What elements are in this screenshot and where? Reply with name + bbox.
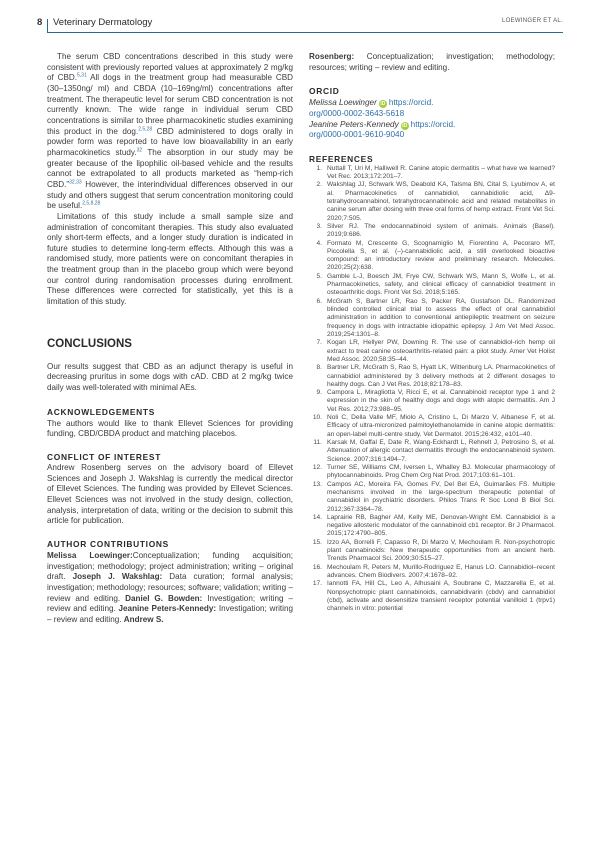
reference-number: 17. <box>312 580 322 588</box>
reference-text: Campos AC, Moreira FA, Gomes FV, Del Bel EA, Guimarães FS. Multiple mechanisms involved in the large-spectrum therapeutic potential of cannabidiol in psychiatric disorders. Philos Trans R Soc Lond B Biol Sci. 2012;367:3364–78. <box>327 480 555 513</box>
reference-text: Nuttall T, Uri M, Halliwell R. Canine atopic dermatitis – what have we learned? Vet Rec. 2013;172:201–7. <box>327 164 555 180</box>
reference-text: Laprairie RB, Bagher AM, Kelly ME, Denovan-Wright EM. Cannabidiol is a negative allosteric modulator of the cannabinoid cb1 receptor. Br J Pharmacol. 2015;172:4790–805. <box>327 513 555 538</box>
reference-text: Gamble L-J, Boesch JM, Frye CW, Schwark WS, Mann S, Wolfe L, et al. Pharmacokinetics, safety, and clinical efficacy of cannabidiol treatment in osteoarthritic dogs. Front Vet Sci. 2018;5:165. <box>327 272 555 297</box>
citation-link[interactable]: 5,31 <box>77 72 87 79</box>
reference-number: 2. <box>316 181 322 189</box>
reference-number: 10. <box>312 414 322 422</box>
reference-item <box>309 165 555 182</box>
author-name: Melissa Loewinger: <box>47 550 133 560</box>
reference-item <box>309 514 555 539</box>
reference-number: 5. <box>316 272 322 280</box>
orcid-heading: ORCID <box>309 86 340 97</box>
references-list <box>309 165 555 614</box>
reference-number: 7. <box>316 339 322 347</box>
reference-text: Campora L, Miragliotta V, Ricci E, et al. Cannabinoid receptor type 1 and 2 expression in the skin of healthy dogs and dogs with atopic dermatitis. Am J Vet Res. 2012;73:988–95. <box>327 389 555 413</box>
reference-item <box>309 580 555 613</box>
discussion-paragraph-serum <box>47 52 293 212</box>
reference-number: 6. <box>316 297 322 305</box>
author-contributions-continued <box>309 52 555 73</box>
orcid-icon[interactable]: iD <box>380 101 386 108</box>
orcid-icon[interactable]: iD <box>402 122 408 129</box>
text-span: The absorption in our study may be greater because of the lipophilic oil-based vehicle and the results cannot be extrapolated to all products marketed as “hemp-rich CBD.” <box>47 147 293 189</box>
reference-item <box>309 223 555 240</box>
acknowledgements-paragraph: The authors would like to thank Ellevet Sciences for providing funding, CBD/CBDA product and matching placebos. <box>47 418 293 439</box>
orcid-author-name: Jeanine Peters-Kennedy <box>309 119 399 129</box>
reference-item <box>309 564 555 581</box>
reference-item <box>309 273 555 298</box>
reference-number: 13. <box>312 480 322 488</box>
conclusions-paragraph: Our results suggest that CBD as an adjunct therapy is useful in decreasing pruritus in some dogs with cAD. CBD at 2 mg/kg twice daily was well-tolerated with minimal AEs. <box>47 361 293 393</box>
citation-link[interactable]: 32 <box>136 147 143 154</box>
limitations-paragraph: Limitations of this study include a small sample size and administration of concomitant therapies. This study also evaluated only short-term effects, and a longer study duration is indicated in future studies to determine long-term effects. Although this was a randomised study, more patients were on concomitant therapies in the treatment group than in the placebo group which were beyond our control during randomisation processes during enrollment. These differences were corrected for statistically, yet this is a limitation of this study. <box>47 211 293 307</box>
reference-text: Kogan LR, Hellyer PW, Downing R. The use of cannabidiol-rich hemp oil extract to treat canine osteoarthritis-related pain: a pilot study. Amer Vet Holist Med Assoc. 2020;58:35–44. <box>327 339 555 363</box>
author-name: Daniel G. Bowden: <box>125 593 203 603</box>
text-span: Investigation; writing – review and editing. <box>47 593 293 614</box>
reference-number: 16. <box>312 563 322 571</box>
reference-text: Karsak M, Gaffal E, Date R, Wang-Eckhardt L, Rehnelt J, Petrosino S, et al. Attenuation of allergic contact dermatitis through the endocannabinoid system. Science. 2007;316:1494–7. <box>327 439 555 463</box>
reference-item <box>309 481 555 514</box>
citation-link[interactable]: 2,5,8,28 <box>82 200 101 207</box>
reference-text: McGrath S, Bartner LR, Rao S, Packer RA, Gustafson DL. Randomized blinded controlled clinical trial to assess the effect of oral cannabidiol administration in addition to conventional antiepileptic treatment on seizure frequency in dogs with intractable idiopathic epilepsy. J Am Vet Med Assoc. 2019;254:1301–8. <box>327 297 555 338</box>
orcid-author-name: Melissa Loewinger <box>309 98 377 108</box>
reference-number: 3. <box>316 222 322 230</box>
reference-number: 15. <box>312 538 322 546</box>
page-number: 8 <box>37 17 43 28</box>
text-span: CBD administered to dogs orally in powder form was reported to have low bioavailability in an early pharmacokinetics study. <box>47 126 293 157</box>
author-contributions-heading: AUTHOR CONTRIBUTIONS <box>47 538 169 549</box>
orcid-link-continued[interactable] <box>309 109 555 120</box>
reference-text: Iannotti FA, Hill CL, Leo A, Alhusaini A, Soubrane C, Mazzarella E, et al. Nonpsychotropic plant cannabinoids, cannabidivarin (cbdv) and cannabidiol (cbd), activate and desensitize transient receptor potential vanilloid 1 (trpv1) channels in vitro: potential <box>327 580 555 613</box>
acknowledgements-heading: ACKNOWLEDGEMENTS <box>47 406 155 417</box>
reference-number: 11. <box>313 439 322 446</box>
orcid-link[interactable]: org/0000-0001-9610-9040 <box>309 130 405 140</box>
reference-number: 4. <box>316 239 322 247</box>
text-span: Conceptualization; funding acquisition; investigation; methodology; project administration; writing – original draft. <box>47 550 294 582</box>
citation-link[interactable]: 32,33 <box>69 179 82 186</box>
orcid-link-continued[interactable] <box>309 130 555 141</box>
references-heading: REFERENCES <box>309 153 374 164</box>
author-contributions-paragraph <box>47 551 293 626</box>
header-authors: LOEWINGER ET AL. <box>501 18 563 24</box>
reference-number: 9. <box>316 389 322 397</box>
reference-text: Silver RJ. The endocannabinoid system of animals. Animals (Basel). 2019;9:686. <box>327 222 555 239</box>
reference-item <box>309 464 555 481</box>
text-span: Investigation; writing – review and editing. <box>47 604 293 624</box>
reference-item <box>309 339 555 364</box>
reference-item <box>309 240 555 273</box>
left-column <box>47 46 293 626</box>
orcid-list <box>309 98 555 140</box>
right-column <box>309 46 555 614</box>
reference-text: Formato M, Crescente G, Scognamiglio M, Fiorentino A, Pecoraro MT, Piccolella S, et al. (–)-cannabidiolic acid, a still overlooked bioactive compound: an introductory review and preliminary research. Molecules. 2020;25(2):638. <box>327 239 555 272</box>
reference-item <box>309 439 555 464</box>
header-divider <box>47 19 48 33</box>
conflict-of-interest-heading: CONFLICT OF INTEREST <box>47 452 162 463</box>
journal-name: Veterinary Dermatology <box>53 17 153 28</box>
reference-number: 8. <box>316 364 322 372</box>
citation-link[interactable]: 2,5,28 <box>138 125 153 132</box>
author-name: Jeanine Peters-Kennedy: <box>118 604 217 614</box>
running-header <box>37 17 563 33</box>
reference-text: Wakshlag JJ, Schwark WS, Deabold KA, Talsma BN, Cital S, Lyubimov A, et al. Pharmacokinetics of cannabidiol, cannabidiolic acid, Δ9-tetrahydrocannabinol, tetrahydrocannabinolic acid and related metabolites in canine serum after dosing with three oral forms of hemp extract. Front Vet Sci. 2020;7:505. <box>327 181 555 222</box>
reference-text: Bartner LR, McGrath S, Rao S, Hyatt LK, Wittenburg LA. Pharmacokinetics of cannabidiol administered by 3 delivery methods at 2 different dosages to healthy dogs. Can J Vet Res. 2018;82:178–83. <box>327 364 555 388</box>
orcid-link[interactable]: org/0000-0002-3643-5618 <box>309 108 405 118</box>
reference-number: 1. <box>316 164 322 172</box>
author-name: Andrew S. <box>123 614 164 624</box>
reference-text: Turner SE, Williams CM, Iversen L, Whalley BJ. Molecular pharmacology of phytocannabinoids. Prog Chem Org Nat Prod. 2017;103:61–101. <box>327 463 555 480</box>
reference-number: 14. <box>312 513 322 521</box>
conclusions-heading: CONCLUSIONS <box>47 337 132 350</box>
reference-item <box>309 414 555 439</box>
conflict-of-interest-paragraph: Andrew Rosenberg serves on the advisory board of Ellevet Sciences and Joseph J. Wakshlag is currently the medical director of Ellevet Sciences. The funding was provided by Ellevet Sciences. Ellevet Sciences was not involved in the study design, collection, analysis, interpretation of data, writing or the decision to submit this article for publication. <box>47 463 293 526</box>
author-name: Joseph J. Wakshlag: <box>72 572 163 582</box>
header-rule <box>47 32 563 33</box>
text-span: However, the interindividual differences observed in our study and others suggest that serum concentration monitoring could be useful. <box>47 179 293 211</box>
text-span: All dogs in the treatment group had measurable CBD (30–1350ng/ ml) and CBDA (10–169ng/ml) concentrations after treatment. The therapeutic level for serum CBD concentration is not currently known. The wide range in individual serum CBD concentrations is similar to three pharmacokinetic studies examining this product in the dog. <box>47 73 294 136</box>
author-name: Rosenberg: <box>309 52 355 61</box>
text-span: Conceptualization; investigation; methodology; resources; writing – review and editing. <box>309 52 555 72</box>
reference-number: 12. <box>312 463 322 471</box>
orcid-entry <box>309 98 555 109</box>
reference-item <box>309 298 555 340</box>
reference-item <box>309 181 555 223</box>
orcid-link[interactable]: https://orcid. <box>410 119 456 129</box>
orcid-link[interactable]: https://orcid. <box>388 98 434 108</box>
reference-item <box>309 389 555 414</box>
reference-text: Izzo AA, Borrelli F, Capasso R, Di Marzo V, Mechoulam R. Non-psychotropic plant cannabinoids: New therapeutic opportunities from an ancient herb. Trends Pharmacol Sci. 2009;30:515–27. <box>327 538 555 563</box>
reference-text: Mechoulam R, Peters M, Murillo-Rodriguez E, Hanus LO. Cannabidiol–recent advances. Chem Biodivers. 2007;4:1678–92. <box>327 563 555 579</box>
text-span: The serum CBD concentrations described in this study were consistent with previously reported values at approximately 2 mg/kg of CBD. <box>47 52 293 83</box>
reference-item <box>309 364 555 389</box>
reference-text: Noli C, Della Valle MF, Miolo A, Cristino L, Di Marzo V, Albanese F, et al. Efficacy of ultra-micronized palmitoylethanolamide in canine atopic dermatitis: an open-label multi-centre study. Vet Dermatol. 2015;26:432, e101–40. <box>327 414 555 438</box>
reference-item <box>309 539 555 564</box>
text-span: Data curation; formal analysis; investigation; methodology; resources; software; validation; writing – review and editing. <box>47 572 293 603</box>
orcid-entry <box>309 120 555 131</box>
